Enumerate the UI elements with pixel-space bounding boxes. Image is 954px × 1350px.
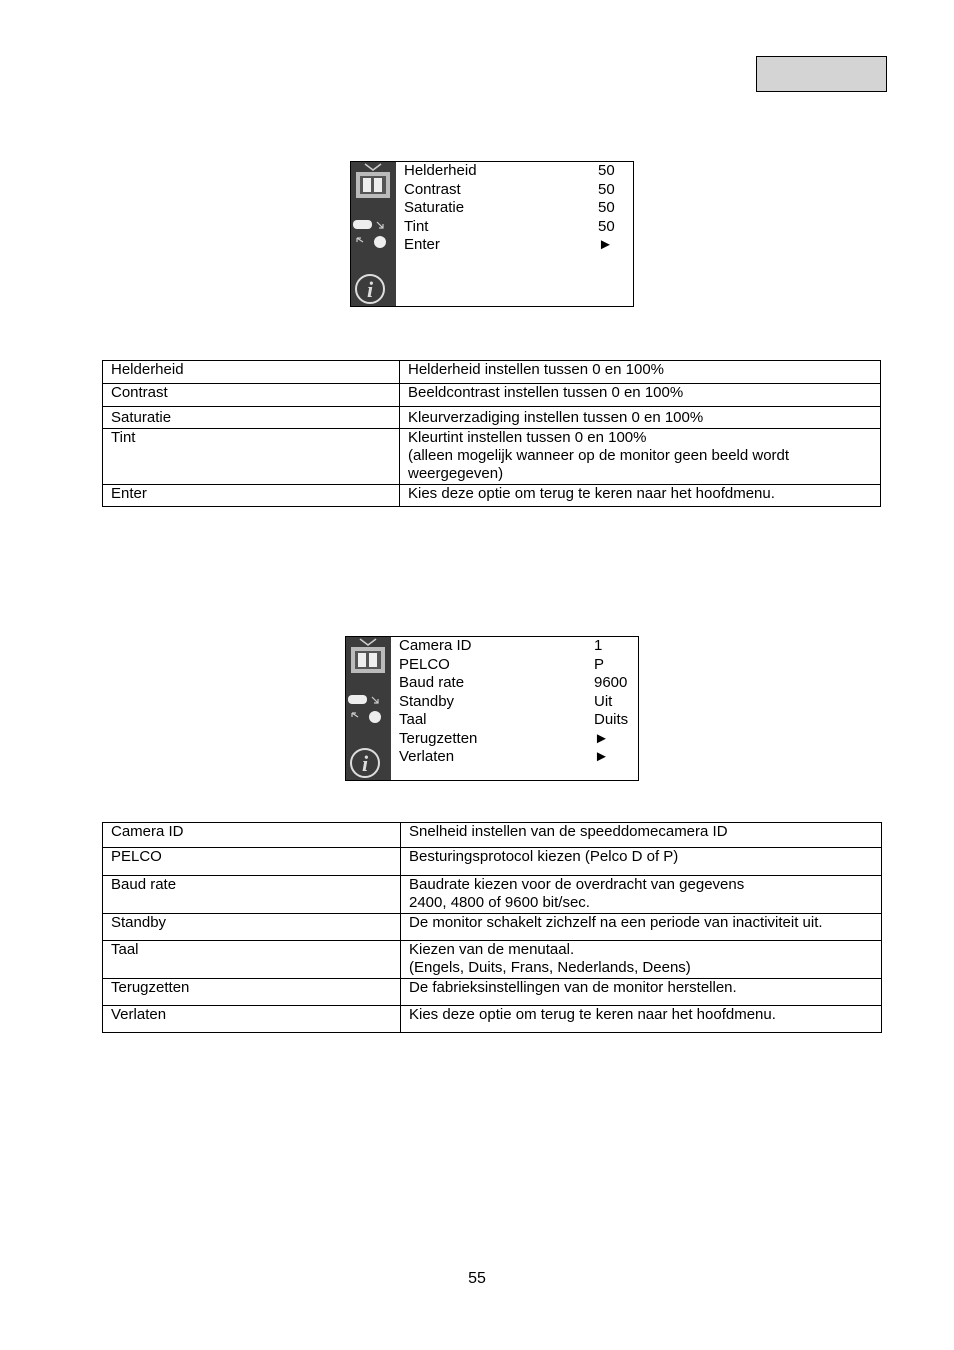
row-desc: Kleurverzadiging instellen tussen 0 en 100% bbox=[400, 407, 881, 429]
table-row bbox=[103, 361, 881, 384]
table-row bbox=[103, 876, 882, 914]
osd-item-pelco[interactable]: PELCO P bbox=[399, 655, 605, 673]
row-desc: De monitor schakelt zichzelf na een periode van inactiviteit uit. bbox=[401, 914, 882, 941]
osd-item-taal[interactable]: Taal Duits bbox=[399, 711, 629, 728]
row-desc: Helderheid instellen tussen 0 en 100% bbox=[400, 361, 881, 384]
table-row bbox=[103, 823, 882, 848]
system-settings-table bbox=[102, 822, 882, 1033]
osd-menu-list bbox=[404, 162, 633, 255]
table-row bbox=[103, 384, 881, 407]
row-name: Contrast bbox=[103, 384, 400, 407]
table-row bbox=[103, 485, 881, 507]
row-name: Enter bbox=[103, 485, 400, 507]
row-name: Saturatie bbox=[103, 407, 400, 429]
toggle-settings-icon[interactable] bbox=[353, 220, 386, 248]
osd-item-verlaten[interactable]: Verlaten ► bbox=[399, 748, 609, 765]
row-name: Helderheid bbox=[103, 361, 400, 384]
row-desc: Besturingsprotocol kiezen (Pelco D of P) bbox=[401, 848, 882, 876]
row-desc: Baudrate kiezen voor de overdracht van gegevens 2400, 4800 of 9600 bit/sec. bbox=[401, 876, 882, 914]
table-row bbox=[103, 1006, 882, 1033]
table-row bbox=[103, 979, 882, 1006]
row-name: Camera ID bbox=[103, 823, 401, 848]
osd-item-helderheid[interactable]: Helderheid 50 bbox=[404, 162, 615, 179]
osd-item-terugzetten[interactable]: Terugzetten ► bbox=[399, 729, 609, 747]
row-name: Taal bbox=[103, 941, 401, 979]
row-desc: Kies deze optie om terug te keren naar het hoofdmenu. bbox=[400, 485, 881, 507]
info-icon[interactable] bbox=[351, 749, 379, 777]
osd-menu-picture bbox=[350, 161, 634, 307]
table-row bbox=[103, 848, 882, 876]
osd-icon-sidebar bbox=[351, 162, 396, 306]
osd-item-camera-id[interactable]: Camera ID 1 bbox=[399, 637, 603, 654]
osd-item-baud-rate[interactable]: Baud rate 9600 bbox=[399, 674, 628, 691]
table-row bbox=[103, 941, 882, 979]
info-icon[interactable] bbox=[356, 275, 384, 303]
row-desc: Kies deze optie om terug te keren naar het hoofdmenu. bbox=[401, 1006, 882, 1033]
image-settings-icon[interactable] bbox=[356, 164, 390, 198]
row-name: Terugzetten bbox=[103, 979, 401, 1006]
row-desc: De fabrieksinstellingen van de monitor herstellen. bbox=[401, 979, 882, 1006]
page-number: 55 bbox=[468, 1270, 486, 1287]
row-name: Verlaten bbox=[103, 1006, 401, 1033]
svg-text:i: i bbox=[366, 277, 374, 302]
row-name: Baud rate bbox=[103, 876, 401, 914]
osd-item-standby[interactable]: Standby Uit bbox=[399, 692, 613, 710]
row-desc: Kleurtint instellen tussen 0 en 100% (alleen mogelijk wanneer op de monitor geen beeld wordt weergegeven) bbox=[400, 429, 881, 485]
image-settings-icon[interactable] bbox=[351, 639, 385, 673]
osd-item-tint[interactable]: Tint 50 bbox=[404, 217, 615, 235]
osd-menu-system bbox=[345, 636, 639, 781]
osd-item-contrast[interactable]: Contrast 50 bbox=[404, 180, 615, 198]
row-desc: Snelheid instellen van de speeddomecamera ID bbox=[401, 823, 882, 848]
header-gray-box bbox=[756, 56, 887, 92]
svg-text:i: i bbox=[361, 751, 369, 776]
osd-item-saturatie[interactable]: Saturatie 50 bbox=[404, 199, 615, 216]
picture-settings-table bbox=[102, 360, 881, 507]
osd-item-enter[interactable]: Enter ► bbox=[404, 236, 613, 253]
table-row bbox=[103, 429, 881, 485]
table-row bbox=[103, 914, 882, 941]
row-desc: Kiezen van de menutaal. (Engels, Duits, Frans, Nederlands, Deens) bbox=[401, 941, 882, 979]
row-name: Standby bbox=[103, 914, 401, 941]
osd-menu-list bbox=[399, 637, 638, 767]
row-desc: Beeldcontrast instellen tussen 0 en 100% bbox=[400, 384, 881, 407]
toggle-settings-icon[interactable] bbox=[348, 695, 381, 723]
row-name: PELCO bbox=[103, 848, 401, 876]
table-row bbox=[103, 407, 881, 429]
row-name: Tint bbox=[103, 429, 400, 485]
osd-icon-sidebar bbox=[346, 637, 391, 780]
